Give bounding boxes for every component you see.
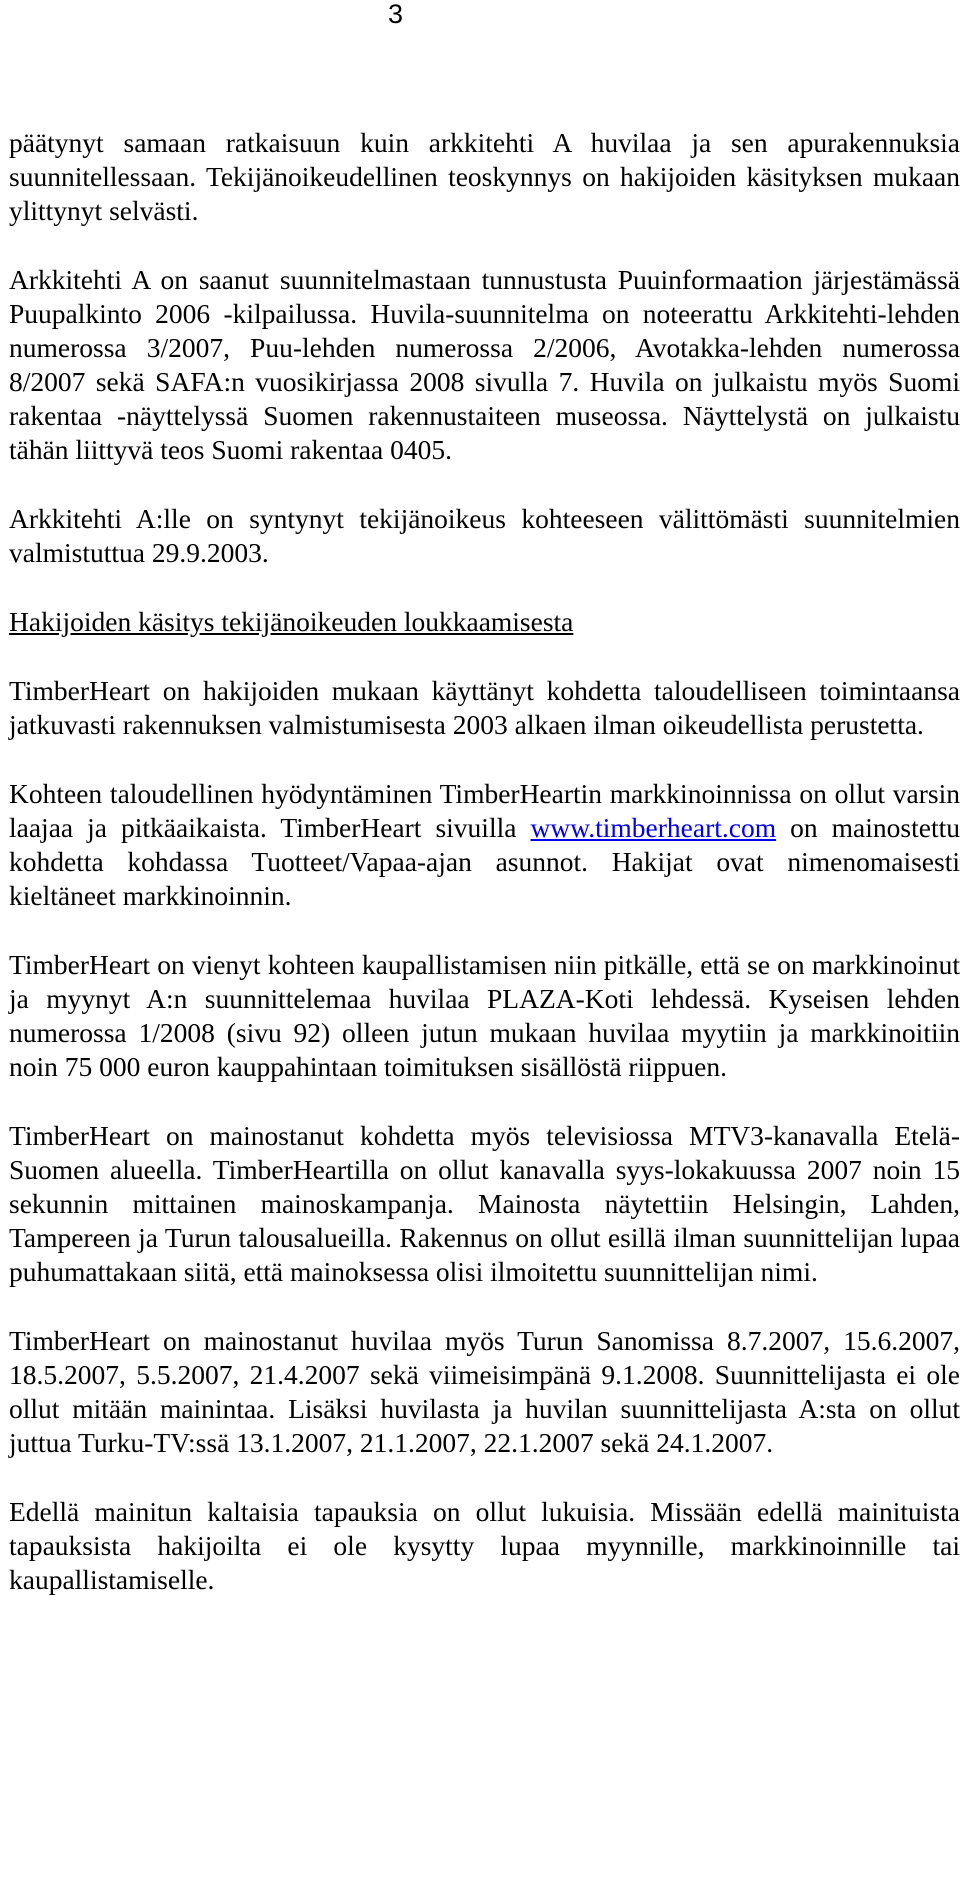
paragraph-3: Arkkitehti A:lle on syntynyt tekijänoikeus kohteeseen välittömästi suunnitelmien valmistuttua 29.9.2003. [9,503,960,568]
paragraph-5-text-after: on mainostettu kohdetta kohdassa Tuotteet/Vapaa-ajan asunnot. Hakijat ovat nimenomaisesti kieltäneet markkinoinnin. [9,812,960,911]
paragraph-1: päätynyt samaan ratkaisuun kuin arkkitehti A huvilaa ja sen apurakennuksia suunnitellessaan. Tekijänoikeudellinen teoskynnys on hakijoiden käsityksen mukaan ylittynyt selvästi. [9,127,960,226]
paragraph-5 [9,777,960,913]
paragraph-7: TimberHeart on mainostanut kohdetta myös televisiossa MTV3-kanavalla Etelä-Suomen alueella. TimberHeartilla on ollut kanavalla syys-lokakuussa 2007 noin 15 sekunnin mittainen mainoskampanja. Mainosta näytettiin Helsingin, Lahden, Tampereen ja Turun talousalueilla. Rakennus on ollut esillä ilman suunnittelijan lupaa puhumattakaan siitä, että mainoksessa olisi ilmoitettu suunnittelijan nimi. [9,1120,960,1287]
paragraph-4: TimberHeart on hakijoiden mukaan käyttänyt kohdetta taloudelliseen toimintaansa jatkuvasti rakennuksen valmistumisesta 2003 alkaen ilman oikeudellista perustetta. [9,675,960,740]
paragraph-5-text-before: Kohteen taloudellinen hyödyntäminen TimberHeartin markkinoinnissa on ollut varsin laajaa ja pitkäaikaista. TimberHeart sivuilla [9,778,960,843]
page-number: 3 [388,0,404,29]
paragraph-8: TimberHeart on mainostanut huvilaa myös Turun Sanomissa 8.7.2007, 15.6.2007, 18.5.2007, 5.5.2007, 21.4.2007 sekä viimeisimpänä 9.1.2008. Suunnittelijasta ei ole ollut mitään mainintaa. Lisäksi huvilasta ja huvilan suunnittelijasta A:sta on ollut juttua Turku-TV:ssä 13.1.2007, 21.1.2007, 22.1.2007 sekä 24.1.2007. [9,1325,960,1458]
paragraph-2: Arkkitehti A on saanut suunnitelmastaan tunnustusta Puuinformaation järjestämässä Puupalkinto 2006 -kilpailussa. Huvila-suunnitelma on noteerattu Arkkitehti-lehden numerossa 3/2007, Puu-lehden numerossa 2/2006, Avotakka-lehden numerossa 8/2007 sekä SAFA:n vuosikirjassa 2008 sivulla 7. Huvila on julkaistu myös Suomi rakentaa -näyttelyssä Suomen rakennustaiteen museossa. Näyttelystä on julkaistu tähän liittyvä teos Suomi rakentaa 0405. [9,264,960,465]
paragraph-9: Edellä mainitun kaltaisia tapauksia on ollut lukuisia. Missään edellä mainituista tapauksista hakijoilta ei ole kysytty lupaa myynnille, markkinoinnille tai kaupallistamiselle. [9,1496,960,1595]
section-heading: Hakijoiden käsitys tekijänoikeuden loukkaamisesta [9,606,574,637]
timberheart-link[interactable]: www.timberheart.com [530,812,777,843]
document-body [9,126,960,1632]
paragraph-6: TimberHeart on vienyt kohteen kaupallistamisen niin pitkälle, että se on markkinoinut ja myynyt A:n suunnittelemaa huvilaa PLAZA-Koti lehdessä. Kyseisen lehden numerossa 1/2008 (sivu 92) olleen jutun mukaan huvilaa myytiin ja markkinoitiin noin 75 000 euron kauppahintaan toimituksen sisällöstä riippuen. [9,949,960,1082]
